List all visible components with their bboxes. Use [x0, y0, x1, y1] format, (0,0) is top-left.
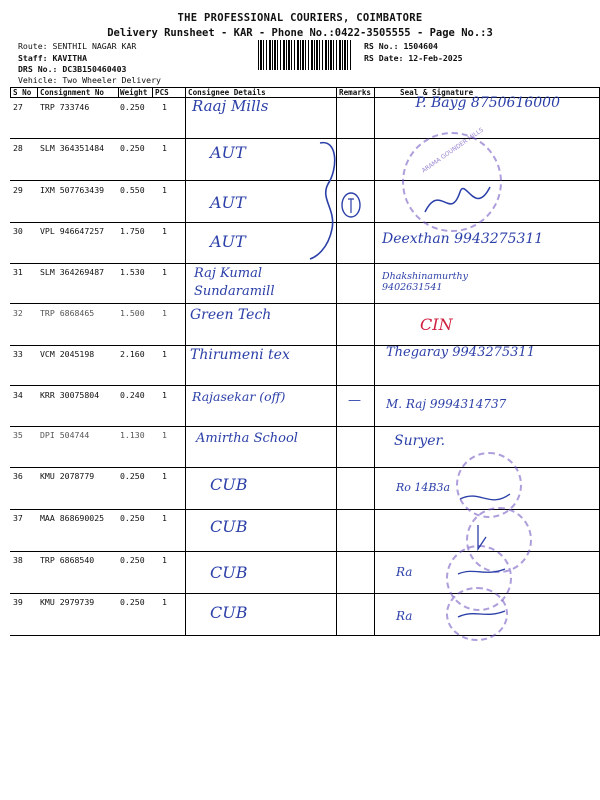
- row-consignment-no: VCM 2045198: [40, 349, 95, 359]
- row-sno: 38: [13, 555, 23, 565]
- row-weight: 1.530: [120, 267, 145, 277]
- row-sno: 35: [13, 430, 23, 440]
- row-sno: 27: [13, 102, 23, 112]
- row-consignment-no: SLM 364269487: [40, 267, 105, 277]
- row-weight: 0.240: [120, 390, 145, 400]
- company-title: THE PROFESSIONAL COURIERS, COIMBATORE: [177, 12, 423, 24]
- row-signature: Ra: [396, 565, 413, 579]
- col-weight: Weight: [120, 88, 148, 97]
- row-weight: 1.750: [120, 226, 145, 236]
- row-pcs: 1: [162, 513, 167, 523]
- row-consignment-no: TRP 6868540: [40, 555, 95, 565]
- row-sno: 33: [13, 349, 23, 359]
- row-consignment-no: TRP 6868465: [40, 308, 95, 318]
- route-label: Route:: [18, 41, 48, 51]
- row-sno: 31: [13, 267, 23, 277]
- row-weight: 1.500: [120, 308, 145, 318]
- row-consignee: Green Tech: [190, 307, 272, 323]
- col-consignment: Consignment No: [40, 88, 105, 97]
- drs-value: DC3B150460403: [62, 64, 127, 74]
- row-sno: 28: [13, 143, 23, 153]
- row-sno: 36: [13, 471, 23, 481]
- row-weight: 0.250: [120, 102, 145, 112]
- row-signature: Ro 14B3a: [396, 481, 451, 494]
- row-pcs: 1: [162, 267, 167, 277]
- row-pcs: 1: [162, 430, 167, 440]
- col-sno: S No: [13, 88, 32, 97]
- row-signature: P. Bayg 8750616000: [415, 95, 560, 111]
- row-consignment-no: KMU 2979739: [40, 597, 95, 607]
- row-consignment-no: KRR 30075804: [40, 390, 100, 400]
- row-sno: 37: [13, 513, 23, 523]
- drs-label: DRS No.:: [18, 64, 58, 74]
- staff-value: KAVITHA: [52, 53, 88, 63]
- row-sno: 29: [13, 185, 23, 195]
- row-sno: 32: [13, 308, 23, 318]
- row-weight: 0.250: [120, 471, 145, 481]
- row-sno: 34: [13, 390, 23, 400]
- row-pcs: 1: [162, 471, 167, 481]
- row-signature: Thegaray 9943275311: [386, 345, 535, 360]
- row-pcs: 1: [162, 597, 167, 607]
- row-signature: Dhakshinamurthy 9402631541: [382, 271, 468, 293]
- runsheet-subtitle: Delivery Runsheet - KAR - Phone No.:0422-3505555 - Page No.:3: [107, 27, 493, 39]
- row-pcs: 1: [162, 390, 167, 400]
- row-pcs: 1: [162, 143, 167, 153]
- row-pcs: 1: [162, 349, 167, 359]
- row-consignee: AUT: [210, 143, 246, 162]
- row-signature: M. Raj 9994314737: [386, 397, 507, 411]
- row-weight: 0.550: [120, 185, 145, 195]
- row-consignee: AUT: [210, 232, 246, 251]
- runsheet-table: [10, 87, 600, 647]
- row-consignee: CUB: [210, 603, 248, 622]
- row-weight: 1.130: [120, 430, 145, 440]
- vehicle-line: [18, 75, 161, 85]
- row-consignee: Thirumeni tex: [190, 347, 290, 363]
- signature-strokes: [450, 479, 530, 629]
- row-consignment-no: VPL 946647257: [40, 226, 105, 236]
- row-consignee: CUB: [210, 563, 248, 582]
- row-weight: 0.250: [120, 597, 145, 607]
- row-pcs: 1: [162, 555, 167, 565]
- row-consignment-no: TRP 733746: [40, 102, 90, 112]
- col-remarks: Remarks: [339, 88, 372, 97]
- row-weight: 0.250: [120, 555, 145, 565]
- row-consignee: Raj Kumal Sundaramill: [194, 266, 275, 299]
- col-seal: Seal & Signature: [400, 88, 474, 97]
- row-signature: CIN: [420, 315, 453, 334]
- row-weight: 2.160: [120, 349, 145, 359]
- row-consignment-no: SLM 364351484: [40, 143, 105, 153]
- row-consignment-no: MAA 868690025: [40, 513, 105, 523]
- vehicle-value: Two Wheeler Delivery: [62, 75, 161, 85]
- barcode: [258, 40, 352, 70]
- row-pcs: 1: [162, 226, 167, 236]
- row-consignment-no: KMU 2078779: [40, 471, 95, 481]
- row-pcs: 1: [162, 102, 167, 112]
- vehicle-label: Vehicle:: [18, 75, 58, 85]
- col-pcs: PCS: [155, 88, 169, 97]
- row-signature: Deexthan 9943275311: [382, 231, 544, 247]
- row-signature: Suryer.: [394, 433, 446, 449]
- row-consignee: CUB: [210, 517, 248, 536]
- drs-line: [18, 64, 126, 74]
- rs-no-line: [364, 41, 438, 51]
- col-consignee: Consignee Details: [188, 88, 266, 97]
- row-consignee: Amirtha School: [196, 431, 298, 446]
- rs-no-label: RS No.:: [364, 41, 399, 51]
- seal-text: ARAMA GOUNDER MILLS: [420, 126, 485, 175]
- row-pcs: 1: [162, 185, 167, 195]
- staff-label: Staff:: [18, 53, 48, 63]
- row-consignee: CUB: [210, 475, 248, 494]
- row-signature: Ra: [396, 609, 413, 623]
- signature-mark: [420, 172, 500, 232]
- rs-date-label: RS Date:: [364, 53, 404, 63]
- row-pcs: 1: [162, 308, 167, 318]
- row-consignment-no: DPI 504744: [40, 430, 90, 440]
- rs-date-value: 12-Feb-2025: [408, 53, 463, 63]
- row-remarks: —: [348, 393, 361, 408]
- row-sno: 39: [13, 597, 23, 607]
- rs-no-value: 1504604: [403, 41, 438, 51]
- route-value: SENTHIL NAGAR KAR: [52, 41, 137, 51]
- row-weight: 0.250: [120, 513, 145, 523]
- route-line: [18, 41, 136, 51]
- bracket-mark: [308, 139, 378, 263]
- row-consignee: Rajasekar (off): [192, 389, 286, 404]
- staff-line: [18, 53, 87, 63]
- rs-date-line: [364, 53, 463, 63]
- row-sno: 30: [13, 226, 23, 236]
- row-weight: 0.250: [120, 143, 145, 153]
- row-consignment-no: IXM 507763439: [40, 185, 105, 195]
- row-consignee: AUT: [210, 193, 246, 212]
- row-consignee: Raaj Mills: [192, 97, 269, 115]
